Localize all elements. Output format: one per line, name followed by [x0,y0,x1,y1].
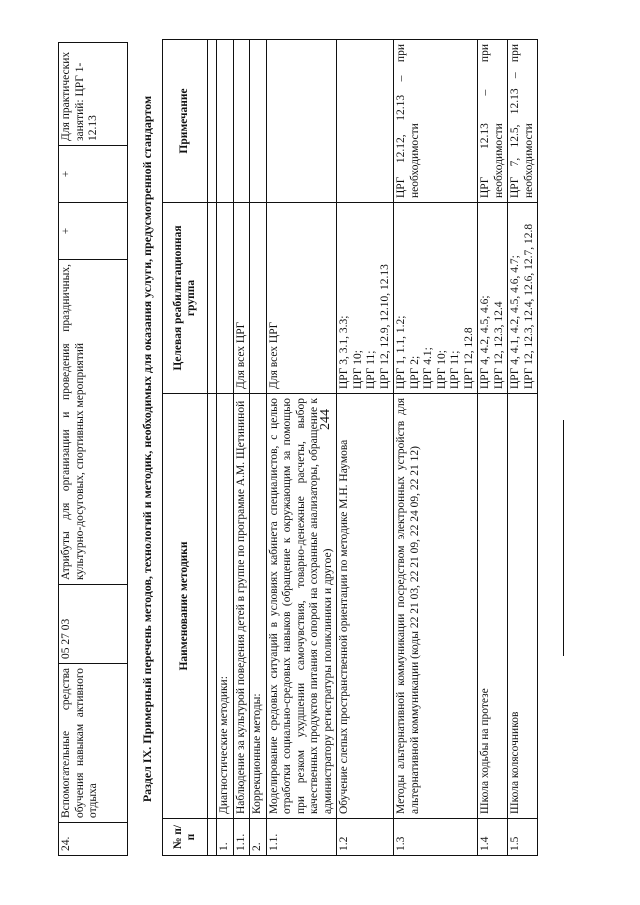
table-row [217,40,234,856]
group-line: ЦРГ 4.1; [422,347,434,389]
cell-mark: + [59,203,128,260]
group-line: ЦРГ 4, 4.1, 4.2, 4.5, 4.6, 4.7; [509,255,521,389]
group-line: ЦРГ 11; [365,350,377,389]
header-group: Целевая реабилитационная группа [163,203,208,394]
cell-note [233,40,250,203]
cell-name: Методы альтернативной коммуникации посредством электронных устройств для альтернативной коммуникации (коды 22 21 03, 22 21 09, 22 24 09, 22 21 12) [394,394,478,819]
cell-name: Обучение слепых пространственной ориентации по методике М.Н. Наумова [337,394,394,819]
table-row [337,40,394,856]
header-name: Наименование методики [163,394,208,819]
cell-num: 2. [250,819,267,856]
group-line: ЦРГ 12, 12.3, 12.4, 12.6, 12.7, 12.8 [522,223,535,389]
cell-name: Наблюдение за культурой поведения детей в группе по программе А.М. Щетининой [233,394,250,819]
group-line: ЦРГ 1, 1.1, 1.2; [395,315,407,389]
table-row [478,40,508,856]
cell-group [478,203,508,394]
group-line: ЦРГ 2; [408,355,421,389]
cell-num: 1.1. [233,819,250,856]
table-row [394,40,478,856]
group-line: ЦРГ 12, 12.9, 12.10, 12.13 [378,264,391,389]
cell-description: Атрибуты для организации и проведения праздничных, культурно-досуговых, спортивных мероприятий [59,260,128,585]
cell-note [337,40,394,203]
section-title: Раздел IX. Примерный перечень методов, технологий и методик, необходимых для оказания услуги, предусмотренной стандартом [140,95,154,803]
table-row [59,43,128,856]
group-line: ЦРГ 11; [449,350,461,389]
cell-group: Для всех ЦРГ [266,203,337,394]
group-line: ЦРГ 10; [435,350,448,389]
cell-note: ЦРГ 7, 12.5, 12.13 – при необходимости [508,40,538,203]
group-line: ЦРГ 4, 4.2, 4.5, 4.6; [479,295,491,389]
spacer-cell [208,203,217,394]
spacer-cell [208,819,217,856]
cell-code: 05 27 03 [59,585,128,664]
cell-group [394,203,478,394]
cell-group: Для всех ЦРГ [233,203,250,394]
spacer-row [208,40,217,856]
cell-group [337,203,394,394]
group-line: ЦРГ 10; [351,350,364,389]
cell-note: ЦРГ 12.12, 12.13 – при необходимости [394,40,478,203]
cell-name: Коррекционные методы: [250,394,267,819]
cell-mark: + [59,146,128,203]
cell-name: Школа ходьбы на протезе [478,394,508,819]
table-row [233,40,250,856]
table-header-row [163,40,208,856]
equipment-table-tail [58,42,128,856]
cell-num: 1.1. [266,819,337,856]
cell-num: 1.2 [337,819,394,856]
cell-num: 1.5 [508,819,538,856]
group-line: ЦРГ 3, 3.1, 3.3; [338,315,350,389]
page-number: 244 [318,409,333,430]
cell-group [508,203,538,394]
header-note: Примечание [163,40,208,203]
cell-num: 24. [59,823,128,856]
spacer-cell [208,40,217,203]
cell-note [250,40,267,203]
cell-num: 1. [217,819,234,856]
group-line: ЦРГ 12, 12.3, 12.4 [492,301,505,389]
cell-name: Школа колясочников [508,394,538,819]
cell-num: 1.3 [394,819,478,856]
header-num: № п/п [163,819,208,856]
table-row [266,40,337,856]
table-row [250,40,267,856]
group-line: ЦРГ 12, 12.8 [462,327,475,389]
cell-num: 1.4 [478,819,508,856]
cell-name: Вспомогательные средства обучения навыкам активного отдыха [59,664,128,823]
cell-group [250,203,267,394]
table-row [508,40,538,856]
cell-group [217,203,234,394]
cell-note: Для практических занятий: ЦРГ 1-12.13 [59,43,128,146]
cell-name: Моделирование средовых ситуаций в условиях кабинета специалистов, с целью отработки социально-средовых навыков (обращение к окружающим за помощью при резком ухудшении самочувствия, товарно-денежные расчеты, выбор качественных продуктов питания с опорой на сохранные анализаторы, обращение к администратору регистратуры поликлиники и другое) [266,394,337,819]
rotated-page-content [58,36,570,866]
cell-name: Диагностические методики: [217,394,234,819]
methods-table-body [217,40,538,856]
cell-note [217,40,234,203]
methods-table [162,39,538,856]
cell-note: ЦРГ 12.13 – при необходимости [478,40,508,203]
cell-note [266,40,337,203]
spacer-cell [208,394,217,819]
bottom-rule [563,420,564,656]
